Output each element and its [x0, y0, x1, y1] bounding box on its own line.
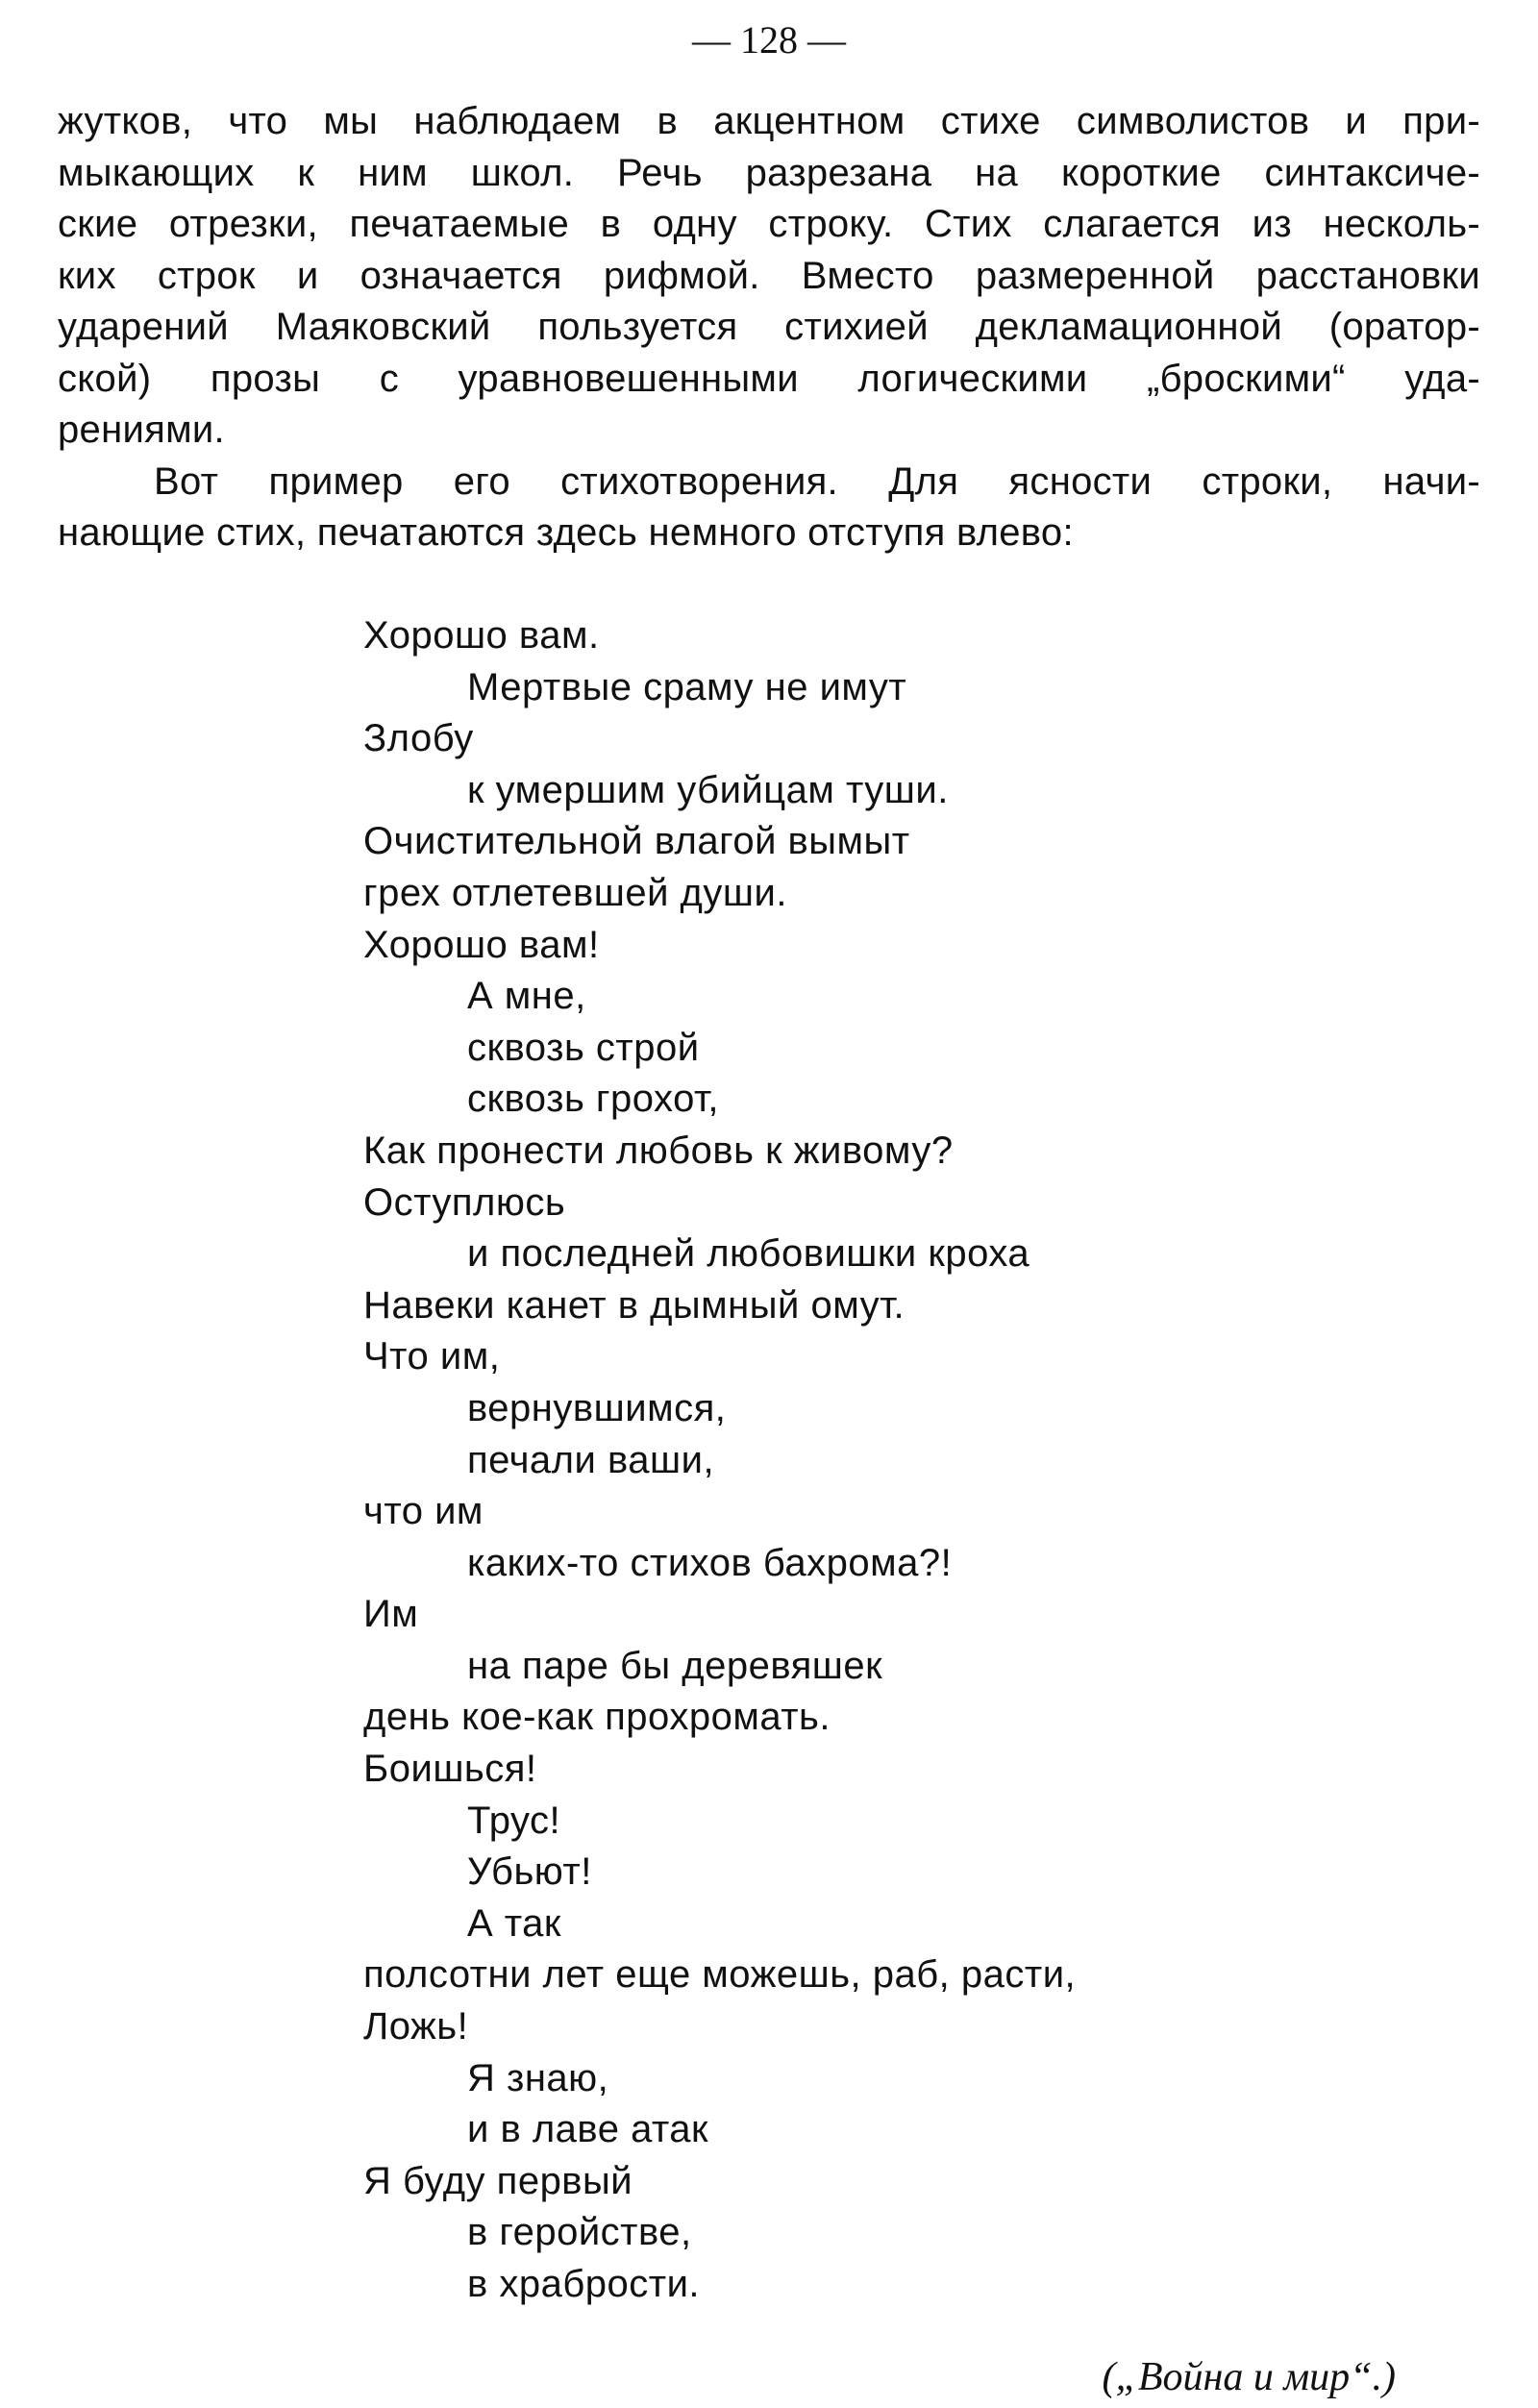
prose-line: ские отрезки, печатаемые в одну строку. Стих слагается из несколь- — [58, 203, 1480, 245]
poem-line: каких-то стихов бахрома?! — [467, 1541, 953, 1584]
body-text — [58, 96, 1480, 559]
poem-line: Им — [363, 1593, 419, 1636]
prose-line: Вот пример его стихотворения. Для ясности строки, начи- — [154, 459, 1480, 503]
poem-line: полсотни лет еще можешь, раб, расти, — [363, 1953, 1077, 1997]
poem-line: Хорошо вам. — [363, 614, 600, 657]
poem-line: Навеки канет в дымный омут. — [363, 1283, 905, 1327]
poem-line: А так — [467, 1901, 561, 1945]
poem-line: сквозь строй — [467, 1026, 700, 1069]
poem-line: Трус! — [467, 1799, 561, 1842]
poem-line: Ложь! — [363, 2005, 469, 2048]
poem-line: к умершим убийцам туши. — [467, 768, 949, 811]
poem-line: Я знаю, — [467, 2056, 609, 2099]
poem-line: что им — [363, 1490, 484, 1533]
poem-line: печали ваши, — [467, 1438, 715, 1481]
poem-line: Боишься! — [363, 1748, 537, 1791]
poem-line: сквозь грохот, — [467, 1078, 719, 1121]
poem-line: день кое-как прохромать. — [363, 1696, 831, 1739]
poem-line: А мне, — [467, 975, 586, 1018]
poem-line: на паре бы деревяшек — [467, 1644, 883, 1687]
poem-line: Что им, — [363, 1335, 501, 1378]
poem-line: Хорошо вам! — [363, 923, 600, 966]
poem-line: в храбрости. — [467, 2263, 701, 2305]
poem-line: Оступлюсь — [363, 1180, 566, 1224]
poem-line: Мертвые сраму не имут — [467, 665, 907, 708]
prose-line: жутков, что мы наблюдаем в акцентном стихе символистов и при- — [58, 100, 1480, 142]
poem-line: Как пронести любовь к живому? — [363, 1129, 954, 1172]
poem-line: и в лаве атак — [467, 2108, 709, 2151]
prose-line: рениями. — [58, 409, 225, 451]
prose-line: ударений Маяковский пользуется стихией декламационной (оратор- — [58, 306, 1480, 348]
prose-line: ской) прозы с уравновешенными логическими „броскими“ уда- — [58, 357, 1480, 400]
prose-line: ких строк и означается рифмой. Вместо размеренной расстановки — [58, 254, 1480, 297]
page-number: — 128 — — [692, 18, 846, 62]
prose-line: мыкающих к ним школ. Речь разрезана на короткие синтаксиче- — [58, 151, 1480, 194]
poem-line: и последней любовишки кроха — [467, 1232, 1030, 1276]
prose-line: нающие стих, печатаются здесь немного отступя влево: — [58, 511, 1074, 554]
poem-line: вернувшимся, — [467, 1386, 727, 1429]
poem-line: грех отлетевшей души. — [363, 871, 787, 914]
source-citation: („Война и мир“.) — [1102, 2355, 1396, 2399]
poem-line: Я буду первый — [363, 2159, 633, 2202]
poem-line: Злобу — [363, 717, 474, 760]
poem-quotation — [363, 610, 1076, 2311]
poem-line: Убьют! — [467, 1850, 592, 1894]
poem-line: в геройстве, — [467, 2211, 692, 2254]
poem-line: Очистительной влагой вымыт — [363, 820, 910, 863]
